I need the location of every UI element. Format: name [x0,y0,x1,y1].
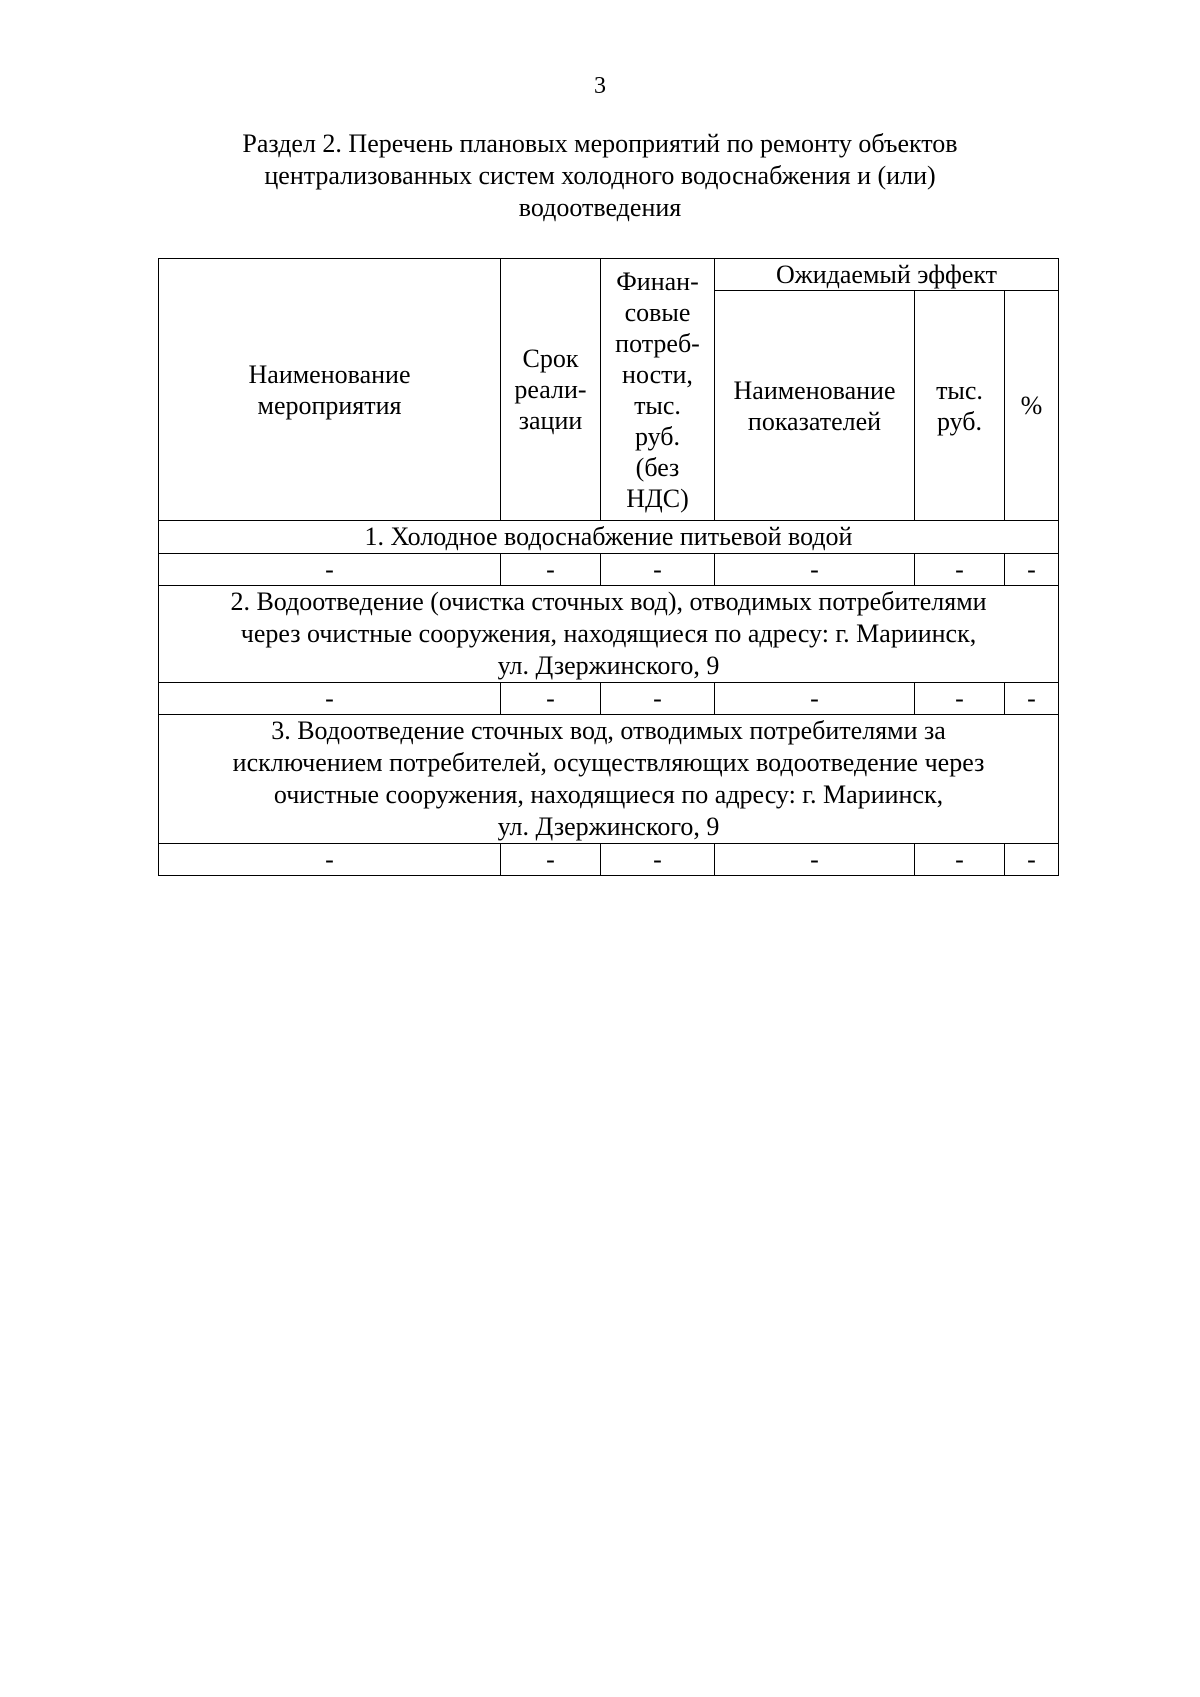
title-line: Раздел 2. Перечень плановых мероприятий по ремонту объектов [242,129,958,158]
table-cell: - [601,554,715,586]
header-expected-effect: Ожидаемый эффект [715,259,1059,291]
group-title: 3. Водоотведение сточных вод, отводимых потребителями за исключением потребителей, осуществляющих водоотведение через очистные сооружения, находящиеся по адресу: г. Мариинск, ул. Дзержинского, 9 [159,715,1059,844]
table-row [159,683,1059,715]
table-cell: - [1005,554,1059,586]
table-row [159,844,1059,876]
table-cell: - [159,554,501,586]
table-cell: - [501,844,601,876]
group-title: 2. Водоотведение (очистка сточных вод), отводимых потребителями через очистные сооружения, находящиеся по адресу: г. Мариинск, ул. Дзержинского, 9 [159,586,1059,683]
table-cell: - [501,683,601,715]
header-thousand-rub: тыс. руб. [915,291,1005,521]
table-cell: - [915,683,1005,715]
table-cell: - [159,844,501,876]
table-cell: - [159,683,501,715]
page-number: 3 [594,73,606,99]
table-cell: - [501,554,601,586]
table-row [159,554,1059,586]
section-title [200,128,1000,224]
table-cell: - [715,683,915,715]
header-finance: Финан- совые потреб- ности, тыс. руб. (без НДС) [601,259,715,521]
table-cell: - [601,844,715,876]
table-cell: - [1005,683,1059,715]
table-cell: - [1005,844,1059,876]
header-indicators: Наименование показателей [715,291,915,521]
title-line: водоотведения [518,193,682,222]
header-term: Срок реали- зации [501,259,601,521]
table-cell: - [601,683,715,715]
table-cell: - [915,554,1005,586]
table-cell: - [715,844,915,876]
group-title: 1. Холодное водоснабжение питьевой водой [159,521,1059,554]
title-line: централизованных систем холодного водоснабжения и (или) [264,161,936,190]
table-cell: - [915,844,1005,876]
plan-table [158,258,1059,876]
header-percent: % [1005,291,1059,521]
header-event-name: Наименование мероприятия [159,259,501,521]
table-cell: - [715,554,915,586]
